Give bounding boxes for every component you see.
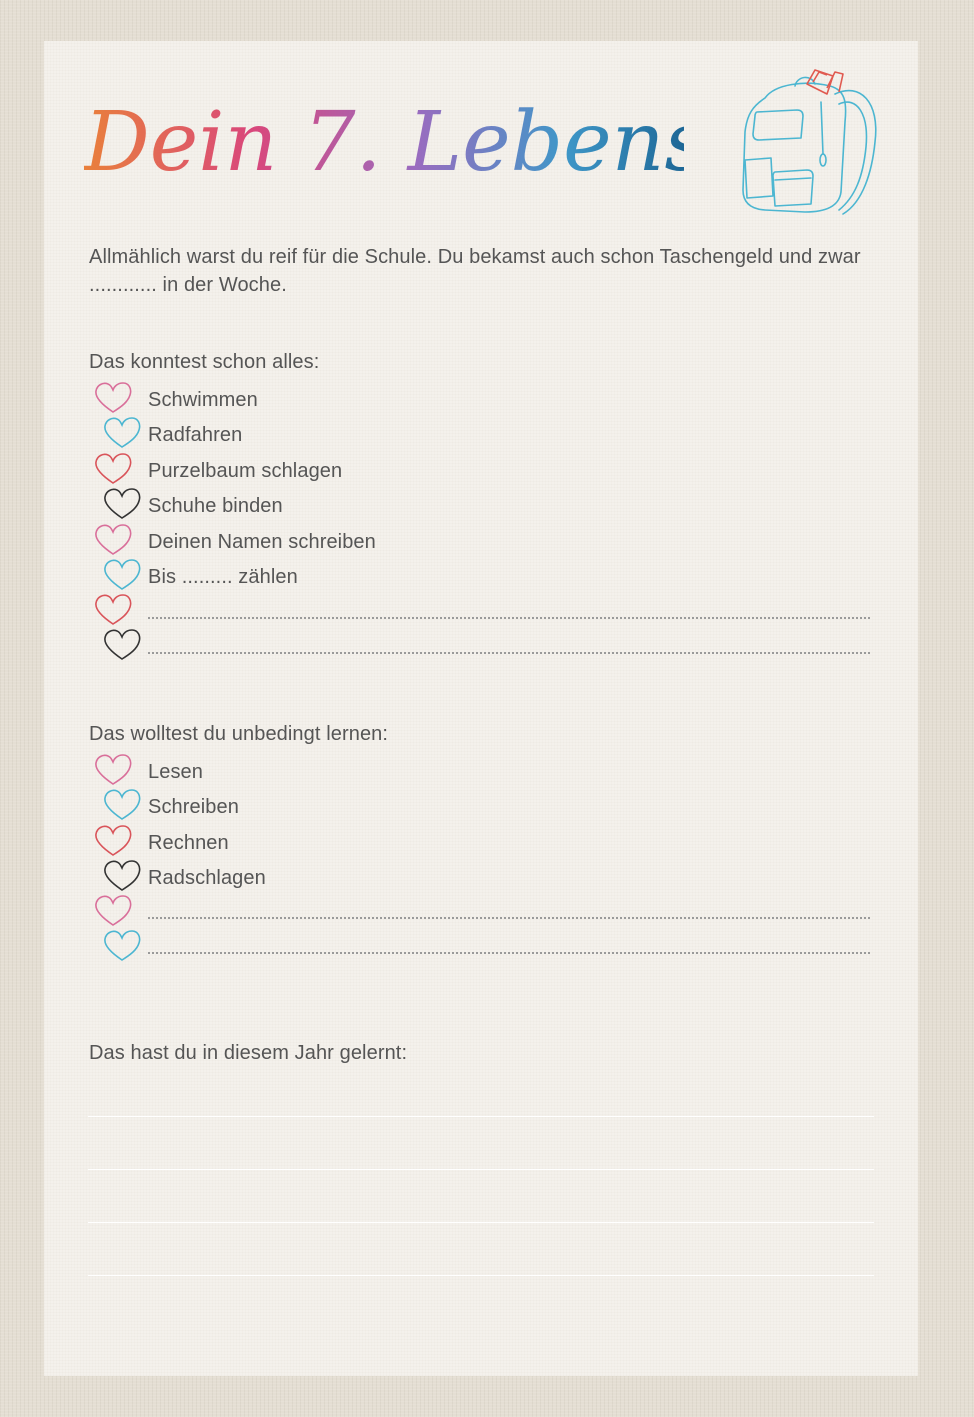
heart-icon [102, 788, 142, 822]
heart-icon [93, 824, 133, 858]
journal-page [44, 41, 918, 1376]
writing-line[interactable] [88, 1275, 874, 1276]
heart-icon [102, 558, 142, 592]
list-item: Schreiben [148, 796, 239, 818]
list-item: Bis ......... zählen [148, 566, 298, 588]
blank-entry-line[interactable] [148, 617, 870, 619]
heart-icon [93, 523, 133, 557]
blank-entry-line[interactable] [148, 917, 870, 919]
heart-icon [93, 593, 133, 627]
heart-icon [102, 929, 142, 963]
heart-icon [93, 894, 133, 928]
heart-icon [102, 859, 142, 893]
blank-entry-line[interactable] [148, 952, 870, 954]
heart-icon [102, 487, 142, 521]
section-heading-skills: Das konntest schon alles: [89, 351, 320, 373]
list-item: Radschlagen [148, 867, 266, 889]
writing-line[interactable] [88, 1222, 874, 1223]
writing-line[interactable] [88, 1116, 874, 1117]
list-item: Schwimmen [148, 389, 258, 411]
list-item: Lesen [148, 761, 203, 783]
intro-paragraph: Allmählich warst du reif für die Schule. Du bekamst auch schon Taschengeld und zwar ............ in der Woche. [89, 246, 861, 296]
backpack-icon [735, 62, 880, 222]
section-heading-learned: Das hast du in diesem Jahr gelernt: [89, 1042, 408, 1064]
list-item: Rechnen [148, 832, 229, 854]
list-item: Schuhe binden [148, 495, 283, 517]
list-item: Deinen Namen schreiben [148, 531, 376, 553]
page-title: Dein 7. Lebensjahr [84, 78, 684, 208]
list-item: Purzelbaum schlagen [148, 460, 343, 482]
heart-icon [93, 381, 133, 415]
heart-icon [102, 416, 142, 450]
blank-entry-line[interactable] [148, 652, 870, 654]
section-heading-wishes: Das wolltest du unbedingt lernen: [89, 723, 389, 745]
heart-icon [102, 628, 142, 662]
list-item: Radfahren [148, 424, 243, 446]
writing-line[interactable] [88, 1169, 874, 1170]
heart-icon [93, 452, 133, 486]
heart-icon [93, 753, 133, 787]
